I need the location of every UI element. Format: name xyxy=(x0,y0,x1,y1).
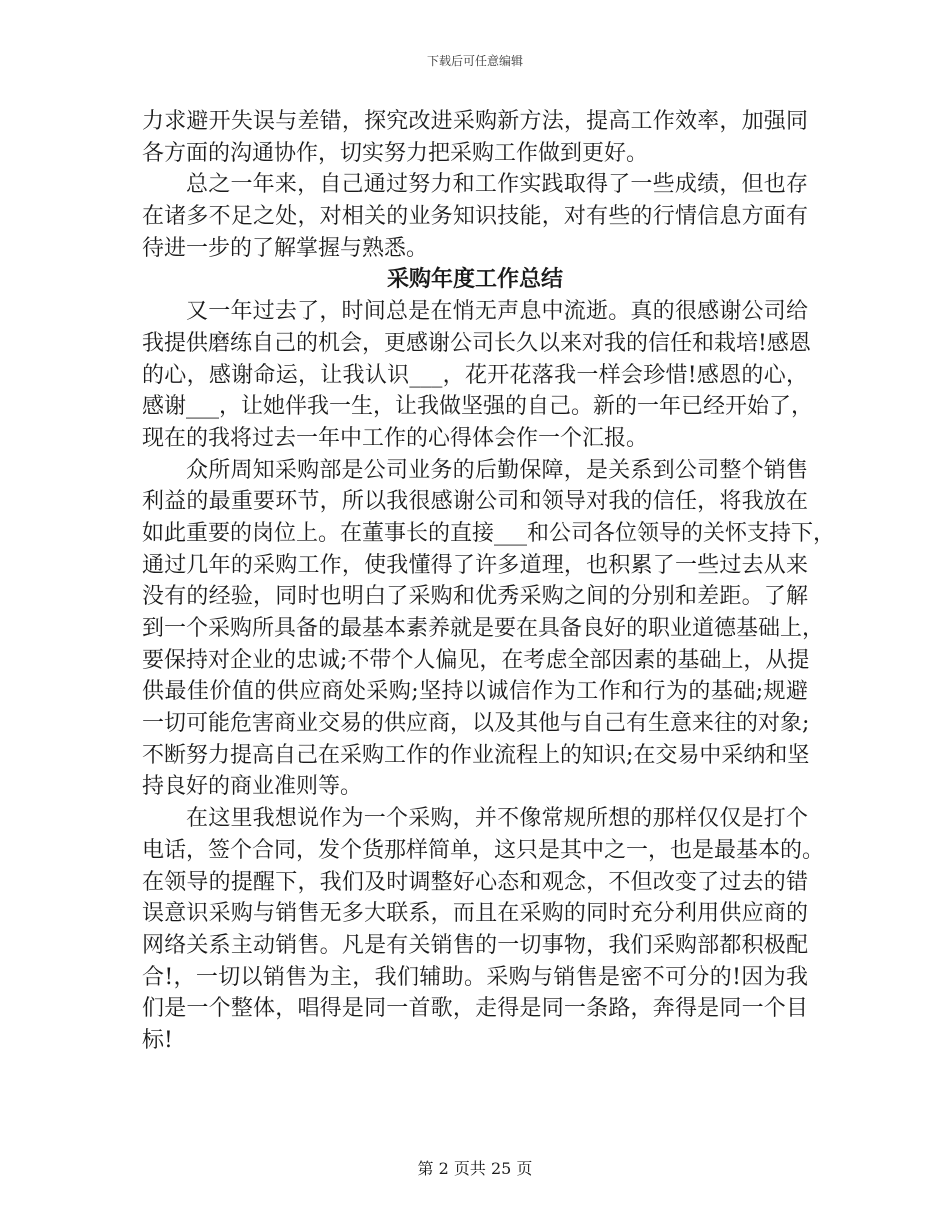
text-line: 到一个采购所具备的最基本素养就是要在具备良好的职业道德基础上， xyxy=(142,616,825,641)
text-line: 供最佳价值的供应商处采购;坚持以诚信作为工作和行为的基础;规避 xyxy=(142,679,808,705)
text-line: 持良好的商业准则等。 xyxy=(142,774,363,800)
text-line: 利益的最重要环节，所以我很感谢公司和领导对我的信任，将我放在 xyxy=(142,489,808,515)
text-line: 待进一步的了解掌握与熟悉。 xyxy=(142,235,429,261)
text-line: 电话，签个合同，发个货那样简单，这只是其中之一，也是最基本的。 xyxy=(142,837,825,863)
text-line: 如此重要的岗位上。在董事长的直接___和公司各位领导的关怀支持下， xyxy=(142,520,836,546)
text-line: 不断努力提高自己在采购工作的作业流程上的知识;在交易中采纳和坚 xyxy=(142,742,810,768)
text-line: 又一年过去了，时间总是在悄无声息中流逝。真的很感谢公司给 xyxy=(186,299,808,325)
text-line: 合!，一切以销售为主，我们辅助。采购与销售是密不可分的!因为我 xyxy=(142,964,808,990)
section-title: 采购年度工作总结 xyxy=(386,266,563,293)
text-line: 总之一年来，自己通过努力和工作实践取得了一些成绩，但也存 xyxy=(186,172,808,198)
text-line: 一切可能危害商业交易的供应商，以及其他与自己有生意来往的对象; xyxy=(142,711,810,737)
document-body xyxy=(142,106,836,1057)
page-header: 下载后可任意编辑 xyxy=(426,54,523,68)
text-line: 我提供磨练自己的机会，更感谢公司长久以来对我的信任和栽培!感恩 xyxy=(142,330,811,356)
text-line: 误意识采购与销售无多大联系，而且在采购的同时充分利用供应商的 xyxy=(142,901,808,927)
text-line: 标! xyxy=(142,1027,173,1053)
text-line: 要保持对企业的忠诚;不带个人偏见，在考虑全部因素的基础上，从提 xyxy=(142,647,810,673)
text-line: 网络关系主动销售。凡是有关销售的一切事物，我们采购部都积极配 xyxy=(142,932,808,958)
text-line: 众所周知采购部是公司业务的后勤保障，是关系到公司整个销售 xyxy=(186,457,808,483)
page-footer: 第 2 页共 25 页 xyxy=(417,1159,533,1178)
text-line: 在诸多不足之处，对相关的业务知识技能，对有些的行情信息方面有 xyxy=(142,204,808,230)
text-line: 在这里我想说作为一个采购，并不像常规所想的那样仅仅是打个 xyxy=(186,806,808,832)
text-line: 没有的经验，同时也明白了采购和优秀采购之间的分别和差距。了解 xyxy=(142,584,808,610)
text-line: 各方面的沟通协作，切实努力把采购工作做到更好。 xyxy=(142,140,649,166)
text-line: 的心，感谢命运，让我认识___，花开花落我一样会珍惜!感恩的心， xyxy=(142,362,808,388)
text-line: 在领导的提醒下，我们及时调整好心态和观念，不但改变了过去的错 xyxy=(142,869,808,895)
text-line: 通过几年的采购工作，使我懂得了许多道理，也积累了一些过去从来 xyxy=(142,552,808,578)
text-line: 感谢___，让她伴我一生，让我做坚强的自己。新的一年已经开始了， xyxy=(142,394,814,420)
text-line: 们是一个整体，唱得是同一首歌，走得是同一条路，奔得是同一个目 xyxy=(142,996,808,1022)
text-line: 力求避开失误与差错，探究改进采购新方法，提高工作效率，加强同 xyxy=(142,109,808,134)
text-line: 现在的我将过去一年中工作的心得体会作一个汇报。 xyxy=(142,425,649,451)
